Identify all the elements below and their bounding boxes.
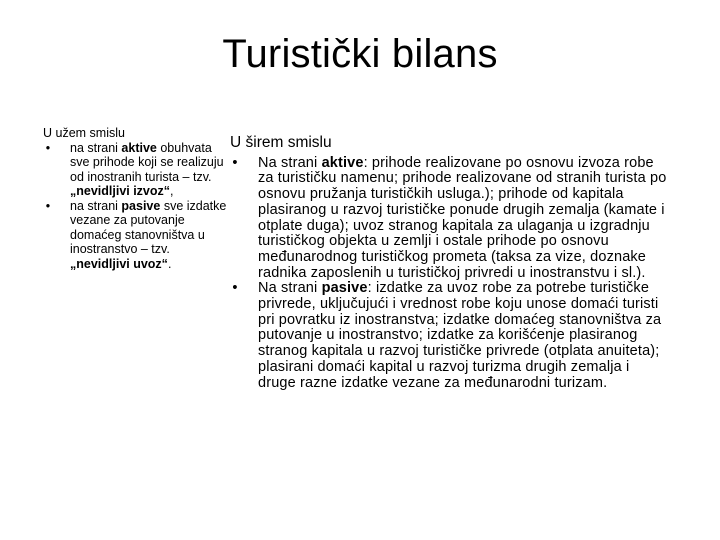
item-intro: Na strani bbox=[258, 154, 322, 171]
item-text: obuhvata sve prihode koji se realizuju od inostranih turista – tzv. bbox=[70, 140, 224, 184]
item-keyword: pasive bbox=[321, 280, 368, 297]
item-intro: na strani bbox=[70, 140, 122, 155]
slide-title: Turistički bilans bbox=[222, 32, 498, 76]
right-column bbox=[230, 135, 670, 391]
list-item bbox=[43, 199, 233, 272]
bullet-icon: • bbox=[45, 140, 51, 155]
left-column-heading: U užem smislu bbox=[43, 126, 125, 140]
item-intro: Na strani bbox=[258, 280, 322, 297]
list-item bbox=[230, 281, 670, 391]
item-keyword: pasive bbox=[121, 198, 161, 213]
item-emphasis: „nevidljivi uvoz“ bbox=[70, 256, 168, 271]
item-intro: na strani bbox=[70, 198, 122, 213]
list-item bbox=[230, 156, 670, 282]
bullet-icon: • bbox=[232, 154, 238, 171]
item-tail: , bbox=[170, 184, 174, 198]
left-bullet-list bbox=[43, 141, 233, 272]
item-emphasis: „nevidljivi izvoz“ bbox=[70, 184, 171, 198]
bullet-icon: • bbox=[45, 198, 51, 213]
right-column-heading: U širem smislu bbox=[230, 134, 332, 151]
item-text: sve izdatke vezane za putovanje domaćeg stanovništva u inostranstvo – tzv. bbox=[70, 198, 227, 256]
right-bullet-list bbox=[230, 156, 670, 392]
left-column bbox=[43, 126, 233, 271]
list-item bbox=[43, 141, 233, 199]
item-keyword: aktive bbox=[321, 154, 364, 171]
bullet-icon: • bbox=[232, 280, 238, 297]
item-text: : prihode realizovane po osnovu izvoza robe za turističku namenu; prihode realizovane od stranih turista po osnovu pružanja turističkih usluga.); prihode od kapitala plasiranog u razvoj turističke ponude drugih zemalja (kamate i otplate duga); uvoz stranog kapitala za ulaganja u izgradnju turističkog objekta u zemlji i ostale prihode po osnovu međunarodnog turističkog prometa (taksa za vize, doznake radnika zaposlenih u turističkoj privredi u inostranstvu i sl.). bbox=[258, 154, 667, 281]
item-tail: . bbox=[167, 256, 172, 271]
item-text: : izdatke za uvoz robe za potrebe turističke privrede, uključujući i vrednost robe koju unose domaći turisti pri povratku iz inostranstva; izdatke domaćeg stanovništva za putovanje u inostranstvo; izdatke za korišćenje plasiranog stranog kapitala u razvoj turističke privrede (otplata anuiteta); plasirani domaći kapital u razvoj turizma drugih zemalja i druge razne izdatke vezane za međunarodni turizam. bbox=[258, 280, 662, 391]
item-keyword: aktive bbox=[121, 140, 157, 155]
